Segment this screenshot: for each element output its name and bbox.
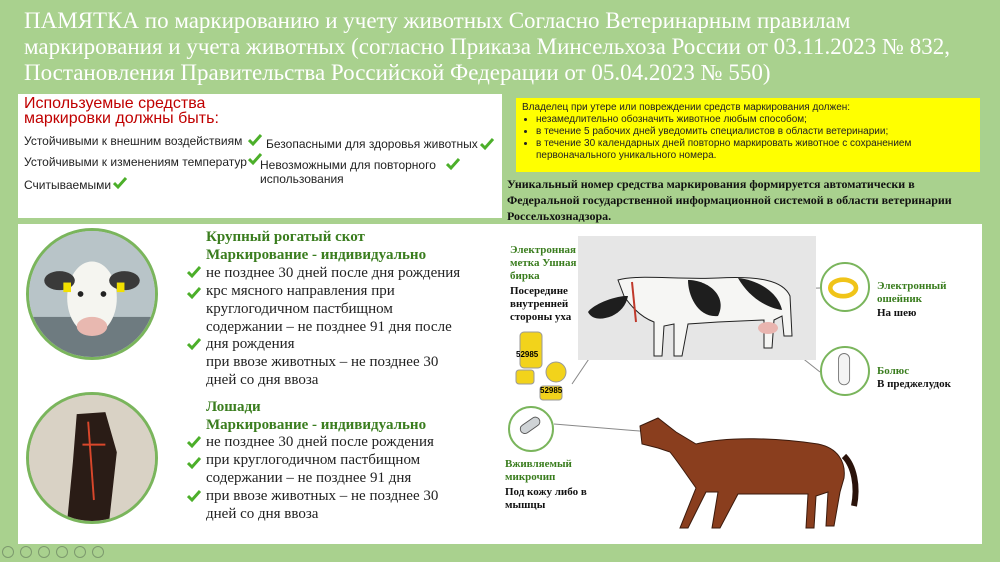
owner-notice-item: • в течение 5 рабочих дней уведомить специалистов в области ветеринарии; [536, 126, 974, 138]
owner-notice-item: • в течение 30 календарных дней повторно маркировать животное с сохранением первоначального уникального номера. [536, 138, 974, 162]
owner-notice-item: • незамедлительно обозначить животное любым способом; [536, 114, 974, 126]
microchip-icon [508, 406, 554, 452]
collar-label: Электронный ошейник [877, 280, 947, 305]
checkmark-icon [187, 456, 201, 470]
checkmark-icon [187, 265, 201, 279]
horses-rule-line: содержании – не позднее 91 дня [206, 470, 412, 486]
microchip-label: Вживляемый микрочип [505, 458, 572, 483]
cattle-subheading: Маркирование - индивидуально [206, 247, 427, 263]
horse-photo [26, 392, 158, 524]
requirements-heading-1: Используемые средства [24, 95, 206, 112]
horses-rule-line: дней со дня ввоза [206, 506, 319, 522]
cattle-rule-line: дня рождения [206, 336, 295, 352]
cattle-rule-line: содержании – не позднее 91 дня после [206, 319, 452, 335]
checkmark-icon [113, 176, 127, 190]
owner-notice [516, 98, 980, 172]
page-title: ПАМЯТКА по маркированию и учету животных Согласно Ветеринарным правилам маркирования и учета животных (согласно Приказа Минсельхоза России от 03.11.2023 № 832, Постановления Правительства Российской Федерации от 05.04.2023 № 550) [24, 8, 950, 85]
checkmark-icon [446, 157, 460, 171]
cattle-rule-line: при ввозе животных – не позднее 30 [206, 354, 439, 370]
checkmark-icon [480, 137, 494, 151]
collar-icon [820, 262, 870, 312]
slides-icon[interactable] [56, 546, 68, 558]
requirement-item: Безопасными для здоровья животных [266, 137, 478, 151]
checkmark-icon [187, 286, 201, 300]
collar-placement: На шею [877, 307, 917, 319]
checkmark-icon [248, 133, 262, 147]
checkmark-icon [187, 337, 201, 351]
horses-rule-line: при ввозе животных – не позднее 30 [206, 488, 439, 504]
unique-number-text: Уникальный номер средства маркирования формируется автоматически в Федеральной государственной информационной системой в области ветеринарии Россельхознадзора. [507, 177, 952, 223]
prev-slide-icon[interactable] [2, 546, 14, 558]
checkmark-icon [187, 489, 201, 503]
horses-subheading: Маркирование - индивидуально [206, 417, 427, 433]
cattle-heading: Крупный рогатый скот [206, 229, 365, 245]
zoom-icon[interactable] [74, 546, 86, 558]
cow-illustration [578, 236, 816, 360]
cow-photo [26, 228, 158, 360]
ear-tag-label: Электронная метка Ушная бирка [510, 244, 577, 282]
ear-tag-placement: Посередине внутренней стороны уха [510, 285, 572, 323]
more-options-icon[interactable] [92, 546, 104, 558]
requirements-heading-2: маркировки должны быть: [24, 110, 219, 127]
microchip-placement: Под кожу либо в мышцы [505, 486, 587, 511]
checkmark-icon [187, 435, 201, 449]
requirement-item: Считываемыми [24, 178, 112, 192]
requirement-item: Невозможными для повторного использования [260, 158, 436, 186]
horses-rule-line: не позднее 30 дней после рождения [206, 434, 434, 450]
requirement-item: Устойчивыми к внешним воздействиям [24, 134, 243, 148]
ear-tag-number: 52985 [516, 350, 539, 359]
bolus-label: Болюс [877, 365, 910, 377]
horses-rule-line: при круглогодичном пастбищном [206, 452, 421, 468]
ear-tag-number: 52985 [540, 386, 563, 395]
cattle-rule-line: крс мясного направления при [206, 283, 395, 299]
next-slide-icon[interactable] [20, 546, 32, 558]
horse-illustration [618, 396, 864, 534]
pen-icon[interactable] [38, 546, 50, 558]
requirement-item: Устойчивыми к изменениям температур [24, 155, 247, 169]
horses-heading: Лошади [206, 399, 261, 415]
cattle-rule-line: дней со дня ввоза [206, 372, 319, 388]
cattle-rule-line: не позднее 30 дней после дня рождения [206, 265, 461, 281]
bolus-placement: В преджелудок [877, 378, 951, 390]
bolus-icon [820, 346, 870, 396]
owner-notice-intro: Владелец при утере или повреждении средств маркирования должен: [522, 102, 851, 113]
slide-toolbar [2, 544, 122, 560]
cattle-rule-line: круглогодичном пастбищном [206, 301, 393, 317]
